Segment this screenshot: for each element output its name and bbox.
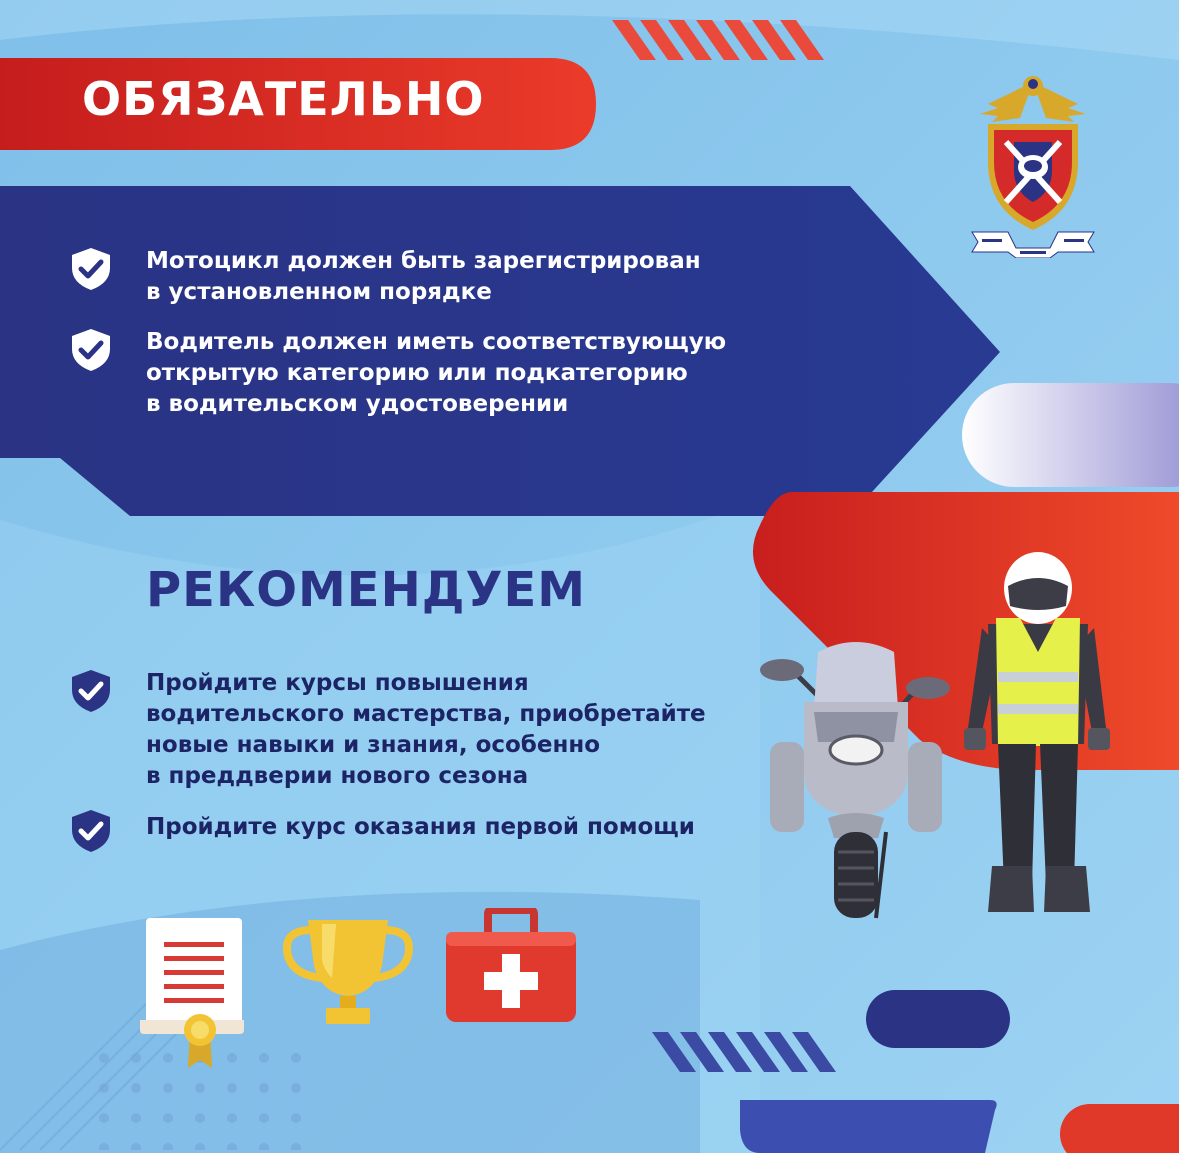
recommend-item [146,812,695,843]
shield-check-icon [70,327,112,373]
certificate-icon [136,912,252,1072]
shield-check-icon [70,808,112,854]
trophy-icon [278,916,418,1028]
recommend-item-line: новые навыки и знания, особенно [146,732,601,758]
recommend-item-line: водительского мастерства, приобретайте [146,701,706,727]
shield-check-icon [70,668,112,714]
motorcycle-illustration [758,632,954,922]
mandatory-item-line: в водительском удостоверении [146,391,569,417]
page-title: ОБЯЗАТЕЛЬНО [82,72,485,126]
recommend-title: РЕКОМЕНДУЕМ [146,562,587,618]
shield-check-icon [70,246,112,292]
recommend-item [146,668,706,792]
mandatory-item-line: в установленном порядке [146,279,492,305]
recommend-item-line: в преддверии нового сезона [146,763,529,789]
mandatory-item-line: Мотоцикл должен быть зарегистрирован [146,248,701,274]
traffic-police-emblem-icon [968,62,1098,258]
recommend-item-line: Пройдите курс оказания первой помощи [146,814,695,840]
mandatory-item-line: открытую категорию или подкатегорию [146,360,688,386]
mandatory-item-line: Водитель должен иметь соответствующую [146,329,727,355]
mandatory-item [146,327,726,420]
rider-illustration [960,548,1110,918]
mandatory-item [146,246,701,308]
first-aid-kit-icon [444,908,578,1024]
recommend-item-line: Пройдите курсы повышения [146,670,529,696]
